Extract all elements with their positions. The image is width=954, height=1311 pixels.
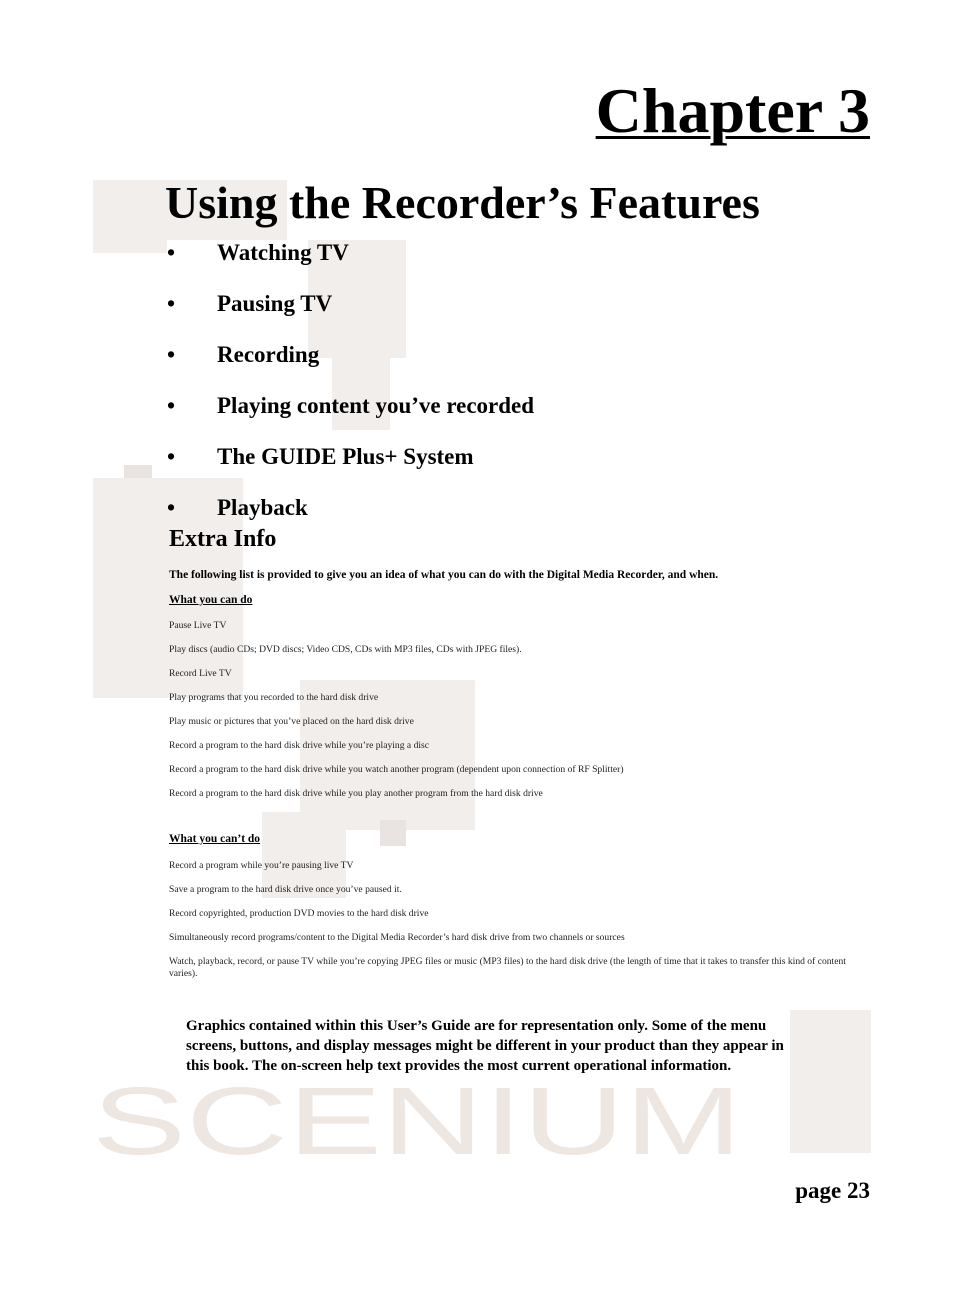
list-item: Play music or pictures that you’ve placed on the hard disk drive xyxy=(169,716,414,727)
bullet-icon: • xyxy=(167,291,176,316)
list-item: • Recording xyxy=(167,342,320,367)
feature-list xyxy=(165,240,534,546)
bullet-icon: • xyxy=(167,444,176,469)
page-number: page 23 xyxy=(795,1178,870,1203)
can-do-list xyxy=(169,620,869,812)
extra-info-heading: Extra Info xyxy=(169,526,277,552)
can-do-heading: What you can do xyxy=(169,594,253,606)
list-item: Simultaneously record programs/content to the Digital Media Recorder’s hard disk drive from two channels or sources xyxy=(169,932,625,943)
watermark-block xyxy=(380,820,406,846)
extra-info-intro: The following list is provided to give you an idea of what you can do with the Digital Media Recorder, and when. xyxy=(169,569,719,581)
watermark-block xyxy=(93,180,167,253)
bullet-icon: • xyxy=(167,495,176,520)
page-title: Using the Recorder’s Features xyxy=(165,177,760,228)
watermark-text: SCENIUM xyxy=(92,1078,742,1164)
watermark-logo xyxy=(92,1078,752,1164)
bullet-icon: • xyxy=(167,240,176,265)
list-item: • Playing content you’ve recorded xyxy=(167,393,535,418)
list-item: Record a program to the hard disk drive while you’re playing a disc xyxy=(169,740,430,751)
list-item: Pause Live TV xyxy=(169,620,227,631)
cant-do-heading: What you can’t do xyxy=(169,833,261,845)
list-item: • Playback xyxy=(167,495,308,520)
list-item: Watch, playback, record, or pause TV while you’re copying JPEG files or music (MP3 files) to the hard disk drive (the length of time that it takes to transfer this kind of content varies). xyxy=(169,956,846,979)
list-item: Record a program to the hard disk drive while you play another program from the hard disk drive xyxy=(169,788,543,799)
bullet-icon: • xyxy=(167,393,176,418)
list-item: • Pausing TV xyxy=(167,291,333,316)
list-item: Play discs (audio CDs; DVD discs; Video CDS, CDs with MP3 files, CDs with JPEG files). xyxy=(169,644,522,655)
list-item: Play programs that you recorded to the hard disk drive xyxy=(169,692,379,703)
list-item: • Watching TV xyxy=(167,240,349,265)
list-item: Save a program to the hard disk drive once you’ve paused it. xyxy=(169,884,402,895)
cant-do-list xyxy=(169,860,869,992)
list-item: Record a program while you’re pausing live TV xyxy=(169,860,354,871)
list-item: Record copyrighted, production DVD movies to the hard disk drive xyxy=(169,908,429,919)
disclaimer-note: Graphics contained within this User’s Guide are for representation only. Some of the menu screens, buttons, and display messages might be different in your product than they appear in this book. The on-screen help text provides the most current operational information. xyxy=(186,1018,784,1074)
chapter-heading: Chapter 3 xyxy=(595,75,870,146)
list-item: Record Live TV xyxy=(169,668,232,679)
list-item: • The GUIDE Plus+ System xyxy=(167,444,474,469)
list-item: Record a program to the hard disk drive while you watch another program (dependent upon connection of RF Splitter) xyxy=(169,764,624,775)
bullet-icon: • xyxy=(167,342,176,367)
watermark-block xyxy=(790,1010,871,1153)
